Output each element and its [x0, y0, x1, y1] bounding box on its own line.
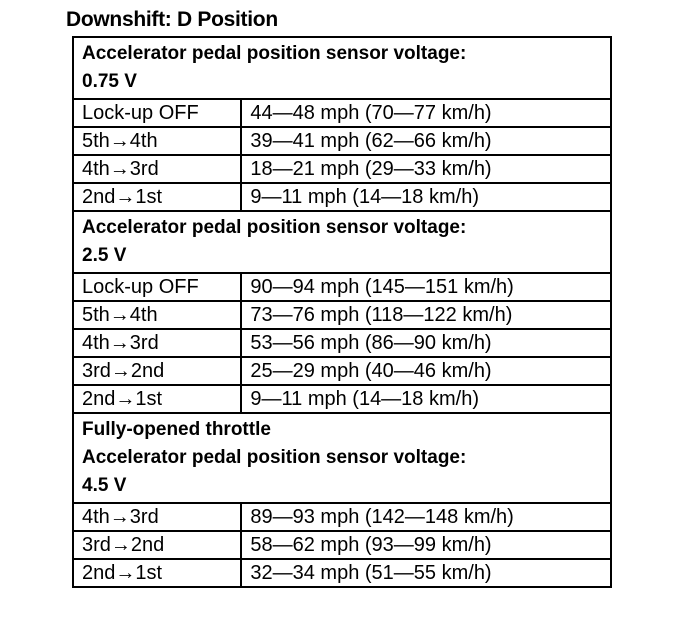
table-row [73, 357, 611, 385]
shift-label: 5th→4th [73, 127, 241, 155]
table-row [73, 559, 611, 587]
section-header-line: 4.5 V [82, 475, 127, 496]
shift-label: 4th→3rd [73, 503, 241, 531]
shift-label: 2nd→1st [73, 559, 241, 587]
section-header-line: 2.5 V [82, 245, 127, 266]
shift-label: 2nd→1st [73, 183, 241, 211]
table-row [73, 385, 611, 413]
table-row [73, 273, 611, 301]
shift-label: 5th→4th [73, 301, 241, 329]
shift-speed: 53—56 mph (86—90 km/h) [241, 329, 611, 357]
table-row [73, 531, 611, 559]
section-header [73, 37, 611, 99]
table-row [73, 99, 611, 127]
section-header-line: Accelerator pedal position sensor voltage: [82, 217, 467, 238]
section-header-line: Fully-opened throttle [82, 419, 271, 440]
shift-label: 4th→3rd [73, 155, 241, 183]
shift-speed: 44—48 mph (70—77 km/h) [241, 99, 611, 127]
table-row [73, 183, 611, 211]
shift-speed: 25—29 mph (40—46 km/h) [241, 357, 611, 385]
table-row [73, 503, 611, 531]
shift-speed: 32—34 mph (51—55 km/h) [241, 559, 611, 587]
section-header-cell [73, 37, 611, 99]
shift-speed: 39—41 mph (62—66 km/h) [241, 127, 611, 155]
section-header [73, 413, 611, 503]
downshift-table [72, 36, 612, 588]
shift-label: 2nd→1st [73, 385, 241, 413]
shift-speed: 9—11 mph (14—18 km/h) [241, 385, 611, 413]
shift-label: 3rd→2nd [73, 531, 241, 559]
section-header-cell [73, 211, 611, 273]
section-header-line: Accelerator pedal position sensor voltage: [82, 43, 467, 64]
shift-label: Lock-up OFF [73, 273, 241, 301]
section-header [73, 211, 611, 273]
shift-label: 3rd→2nd [73, 357, 241, 385]
table-row [73, 301, 611, 329]
table-row [73, 127, 611, 155]
shift-label: Lock-up OFF [73, 99, 241, 127]
page-title: Downshift: D Position [66, 8, 278, 31]
shift-speed: 90—94 mph (145—151 km/h) [241, 273, 611, 301]
shift-speed: 9—11 mph (14—18 km/h) [241, 183, 611, 211]
shift-speed: 89—93 mph (142—148 km/h) [241, 503, 611, 531]
table-row [73, 329, 611, 357]
shift-speed: 18—21 mph (29—33 km/h) [241, 155, 611, 183]
shift-speed: 73—76 mph (118—122 km/h) [241, 301, 611, 329]
section-header-line: Accelerator pedal position sensor voltage: [82, 447, 467, 468]
table-row [73, 155, 611, 183]
shift-label: 4th→3rd [73, 329, 241, 357]
section-header-cell [73, 413, 611, 503]
section-header-line: 0.75 V [82, 71, 137, 92]
shift-speed: 58—62 mph (93—99 km/h) [241, 531, 611, 559]
